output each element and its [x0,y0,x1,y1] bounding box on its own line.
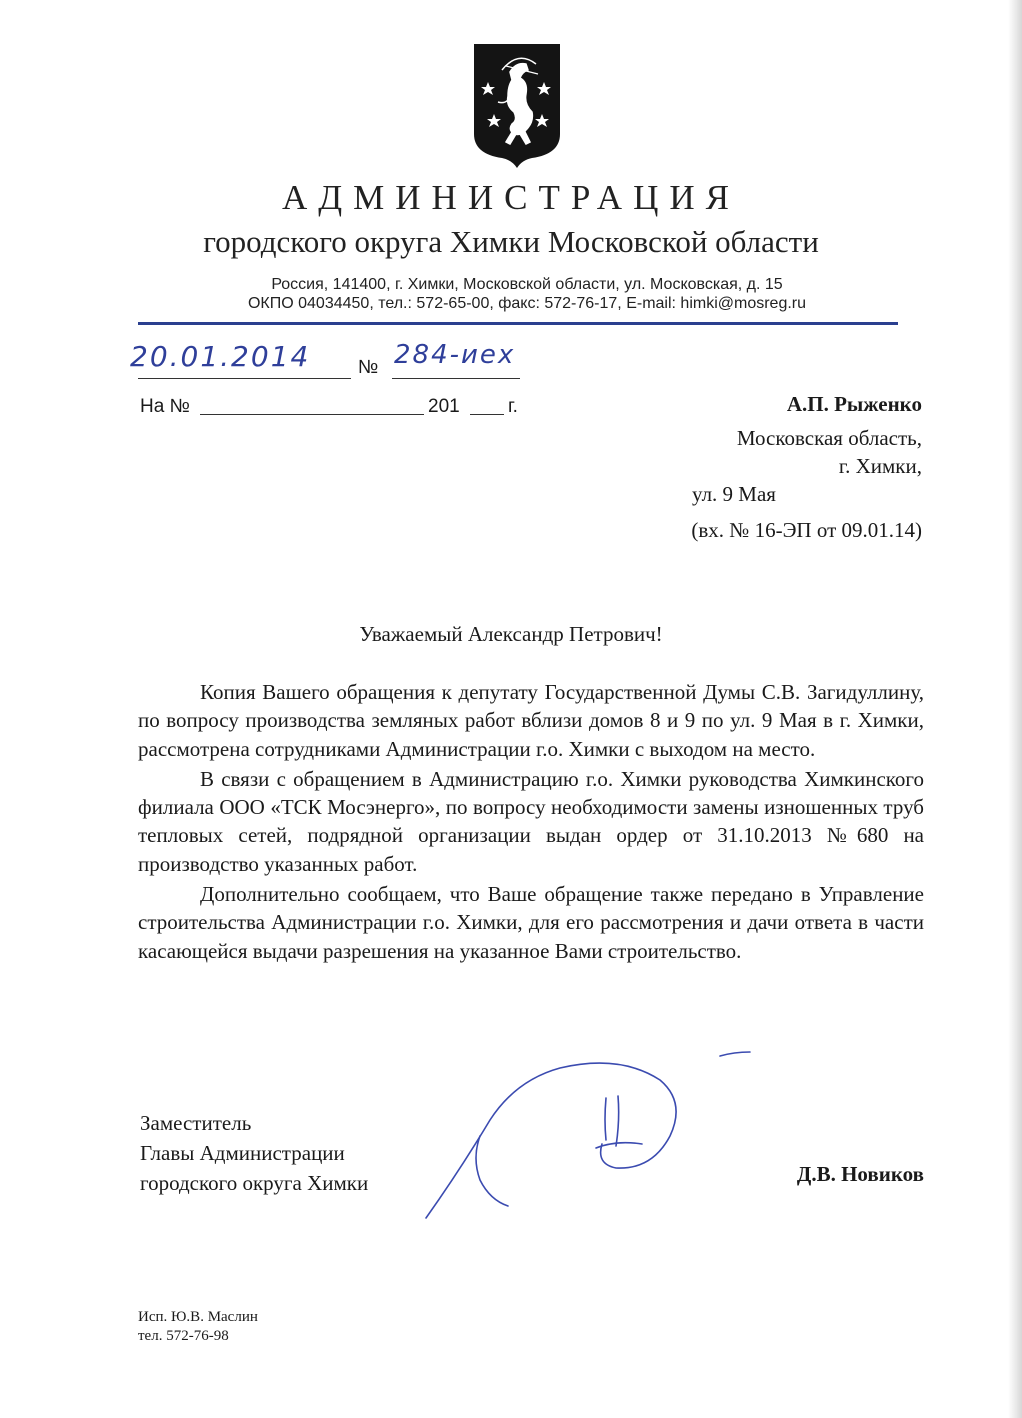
incoming-reference: (вх. № 16-ЭП от 09.01.14) [691,518,922,542]
recipient-street: ул. 9 Мая [692,482,776,506]
signer-position [140,1108,368,1198]
header-divider [138,322,898,325]
date-underline [138,378,351,379]
org-subtitle: городского округа Химки Московской области [203,224,819,259]
coat-of-arms-icon [472,42,562,170]
letter-greeting: Уважаемый Александр Петрович! [359,622,663,646]
signer-position-line: городского округа Химки [140,1171,369,1195]
reference-number-blank [200,414,424,415]
executor-name: Исп. Ю.В. Маслин [138,1309,258,1325]
org-address: Россия, 141400, г. Химки, Московской области, ул. Московская, д. 15 [271,276,783,293]
signer-name: Д.В. Новиков [796,1162,924,1186]
org-contacts: ОКПО 04034450, тел.: 572-65-00, факс: 572-76-17, E-mail: himki@mosreg.ru [247,295,807,312]
reference-suffix: г. [508,396,518,417]
recipient-name: А.П. Рыженко [786,392,922,416]
outgoing-number: 284-иех [394,340,516,370]
number-sign: № [358,357,379,378]
handwritten-signature [420,1040,760,1230]
number-underline [392,378,520,379]
letter-paragraph: В связи с обращением в Администрацию г.о. Химки руководства Химкинского филиала ООО «ТСК Мосэнерго», по вопросу необходимости замены изношенных труб тепловых сетей, подрядной организации выдан ордер от 31.10.2013 №680 на производство указанных работ. [138,766,924,876]
signer-position-line: Заместитель [140,1111,252,1135]
letter-paragraph: Копия Вашего обращения к депутату Государственной Думы С.В. Загидуллину, по вопросу производства земляных работ вблизи домов 8 и 9 по ул. 9 Мая в г. Химки, рассмотрена сотрудниками Администрации г.о. Химки с выходом на место. [138,680,924,761]
reference-prefix: На № [140,396,190,417]
reference-year: 201 [428,396,460,417]
executor-info [138,1308,258,1346]
signer-position-line: Главы Администрации [140,1141,345,1165]
scan-edge-shadow [1008,0,1022,1418]
outgoing-date: 20.01.2014 [130,340,311,373]
executor-phone: тел. 572-76-98 [138,1328,229,1344]
reference-year-blank [470,414,504,415]
letter-body [138,678,924,967]
org-title: АДМИНИСТРАЦИЯ [282,178,740,217]
letter-paragraph: Дополнительно сообщаем, что Ваше обращение также передано в Управление строительства Администрации г.о. Химки, для его рассмотрения и дачи ответа в части касающейся выдачи разрешения на указанное Вами строительство. [138,882,924,963]
recipient-city: г. Химки, [838,454,922,478]
recipient-region: Московская область, [736,426,922,450]
